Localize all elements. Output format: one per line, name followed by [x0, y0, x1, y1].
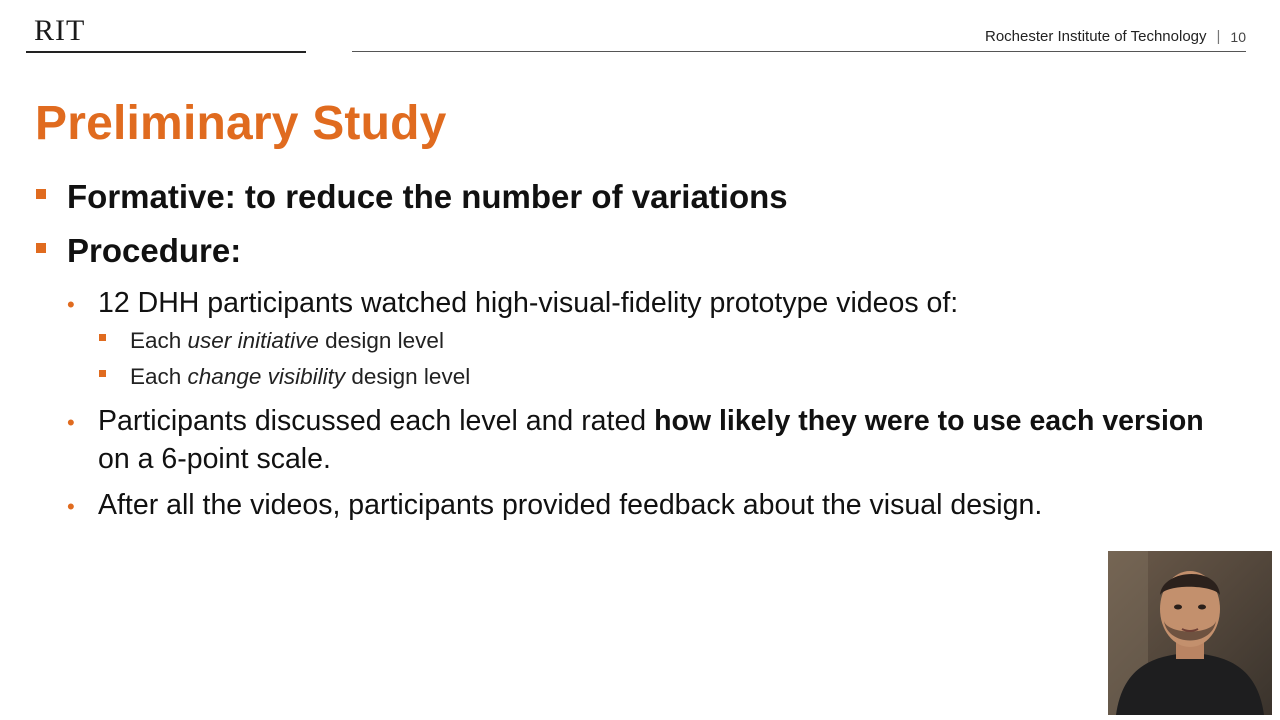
level-text: Each user initiative design level [130, 328, 444, 353]
level-text: Each change visibility design level [130, 364, 471, 389]
sub-bullet-participants [67, 284, 1246, 322]
presenter-video [1108, 551, 1272, 715]
sub-bullet-text: Participants discussed each level and rated how likely they were to use each version on a 6-point scale. [98, 405, 1204, 475]
bullet-text: Formative: to reduce the number of variations [67, 178, 788, 215]
header-rule-right [352, 51, 1246, 52]
level-user-initiative [99, 328, 1246, 354]
institution-name: Rochester Institute of Technology [984, 28, 1207, 45]
bullet-procedure [36, 232, 1246, 270]
square-bullet-icon [36, 189, 46, 199]
dot-bullet-icon: • [67, 292, 75, 317]
header-separator: | [1216, 28, 1221, 45]
small-square-bullet-icon [99, 334, 106, 341]
rit-logo: RIT [34, 14, 86, 47]
sub-bullet-text: After all the videos, participants provided feedback about the visual design. [98, 489, 1043, 521]
dot-bullet-icon: • [67, 494, 75, 519]
header-info [985, 28, 1246, 45]
slide-title: Preliminary Study [35, 97, 447, 150]
level-change-visibility [99, 364, 1246, 390]
page-number: 10 [1230, 28, 1246, 45]
small-square-bullet-icon [99, 370, 106, 377]
header-rule-left [26, 51, 306, 53]
slide-content [36, 178, 1246, 536]
sub-bullet-ratings [67, 402, 1246, 478]
dot-bullet-icon: • [67, 410, 75, 435]
bullet-text: Procedure: [67, 232, 242, 269]
sub-bullet-text: 12 DHH participants watched high-visual-fidelity prototype videos of: [98, 287, 959, 319]
square-bullet-icon [36, 243, 46, 253]
sub-bullet-feedback [67, 486, 1246, 524]
presenter-avatar-icon [1108, 551, 1272, 715]
bullet-formative [36, 178, 1246, 216]
